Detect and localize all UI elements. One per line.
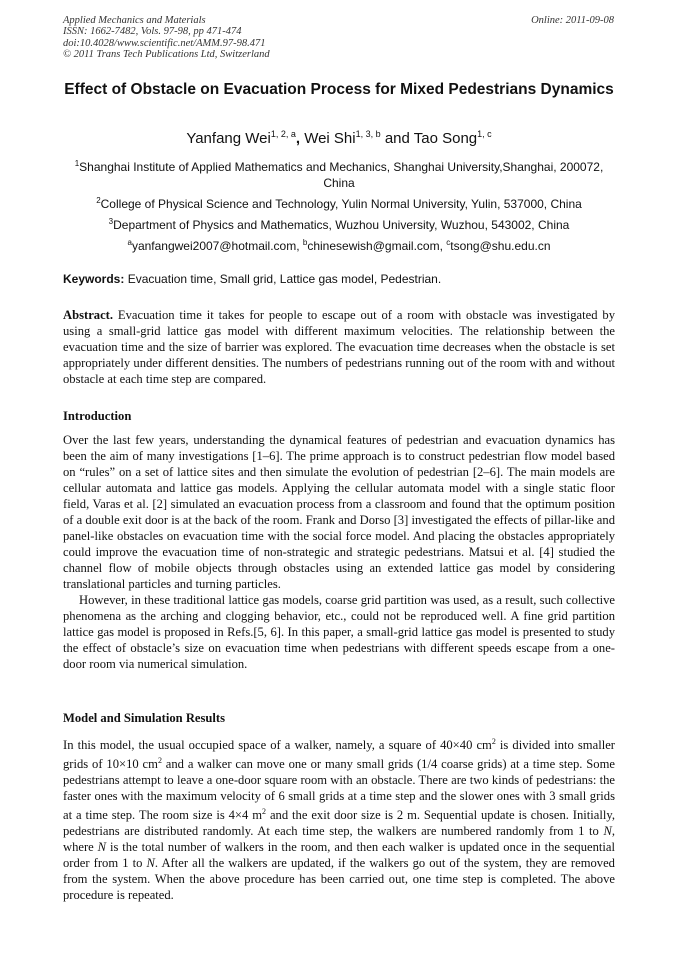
author-list [63,129,615,147]
affiliation-text: Department of Physics and Mathematics, Wuzhou University, Wuzhou, 543002, China [113,218,570,232]
abstract-label: Abstract. [63,308,114,322]
affiliation-text: College of Physical Science and Technology, Yulin Normal University, Yulin, 537000, China [100,197,582,211]
variable-n: N [603,824,612,838]
copyright-line: © 2011 Trans Tech Publications Ltd, Switzerland [63,49,270,61]
journal-header [63,15,270,61]
model-text: In this model, the usual occupied space of a walker, namely, a square of 40×40 cm [63,738,492,752]
email-text: tsong@shu.edu.cn [450,239,551,253]
intro-paragraph-2: However, in these traditional lattice gas models, coarse grid partition was used, as a result, such collective phenomena as the arching and clogging behavior, etc., could not be reproduced well. A fine grid partition lattice gas model is proposed in Refs.[5, 6]. In this paper, a small-grid lattice gas model is presented to study the effect of obstacle’s size on evacuation time when pedestrians with different speeds escape from a one-door room via numerical simulation. [63,593,615,671]
email-sup: a [127,238,132,247]
author-sup: 1, c [477,129,492,139]
email-sup: c [446,238,451,247]
author-sep: and [380,130,414,147]
email-text: chinesewish@gmail.com, [307,239,447,253]
affiliation-2 [63,193,615,212]
superscript: 2 [262,807,267,816]
model-text: and the exit door size is 2 m. Sequential update is chosen. Initially, pedestrians are distributed randomly. At each time step, the walkers are numbered randomly from 1 to [63,808,616,838]
author-sep: , [295,130,305,147]
author-name: Wei Shi [304,130,356,147]
journal-name: Applied Mechanics and Materials [63,15,206,26]
section-heading-model: Model and Simulation Results [63,711,225,725]
model-text: , where [63,824,615,854]
variable-n: N [97,840,107,854]
superscript: 2 [157,756,162,765]
affiliation-text: Shanghai Institute of Applied Mathematics and Mechanics, Shanghai University,Shanghai, 200072, China [79,160,604,190]
section-heading-introduction: Introduction [63,409,132,423]
model-text: is the total number of walkers in the room, and then each walker is updated once in the sequential order from 1 to [63,840,615,870]
email-line [63,235,615,254]
author-name: Tao Song [413,130,478,147]
affiliation-sup: 3 [108,217,114,226]
issn-line: ISSN: 1662-7482, Vols. 97-98, pp 471-474 [63,26,242,38]
model-text: and a walker can move one or many small grids (1/4 coarse grids) at a time step. Some pedestrians attempt to leave a one-door square room with an obstacle. There are two kinds of pedestrians: the faster ones with the maximum velocity of 6 small grids at a time step and the slower ones with 3 small grids at a time step. The room size is 4×4 m [63,757,615,822]
intro-paragraph-1: Over the last few years, understanding the dynamical features of pedestrian and evacuation dynamics has been the aim of many investigations [1–6]. The prime approach is to construct pedestrian flow model based on “rules” on a set of lattice sites and then simulate the evolution of pedestrian [2–6]. The main models are cellular automata and lattice gas models. Applying the cellular automata model with a single static floor field, Varas et al. [2] simulated an evacuation process from a classroom and found that the optimum position of a double exit door is at the back of the room. Frank and Dorso [3] investigated the effects of pillar-like and panel-like obstacles on evacuation time with the social force model. And placing the obstacles appropriately could improve the evacuation time of non-strategic and strategic pedestrians. Matsui et al. [4] studied the channel flow of mobile objects through obstacles using an extended lattice gas model by considering translational particles and turning particles. [63,433,615,591]
variable-n: N [146,856,155,870]
doi-line: doi:10.4028/www.scientific.net/AMM.97-98.471 [63,37,266,49]
paper-title: Effect of Obstacle on Evacuation Process for Mixed Pedestrians Dynamics [64,81,614,98]
keywords-label: Keywords: [63,272,125,286]
abstract [63,307,615,387]
keywords [63,272,615,286]
introduction-body [63,432,615,672]
affiliation-1 [63,156,615,191]
author-sup: 1, 3, b [355,129,381,139]
affiliation-sup: 1 [74,159,80,168]
author-name: Yanfang Wei [186,130,271,147]
keywords-text: Evacuation time, Small grid, Lattice gas model, Pedestrian. [127,272,442,286]
affiliation-sup: 2 [96,196,101,205]
abstract-text: Evacuation time it takes for people to escape out of a room with obstacle was investigated by using a small-grid lattice gas model with different maximum velocities. The relationship between the evacuation time and the size of barrier was explored. The evacuation time decreases when the obstacle is set appropriately under different densities. The numbers of pedestrians running out of the room with and without obstacle at each time step are compared. [63,308,615,386]
affiliation-3 [63,214,615,233]
email-text: yanfangwei2007@hotmail.com, [131,239,303,253]
online-date: Online: 2011-09-08 [531,15,614,26]
superscript: 2 [491,737,496,746]
model-text: . After all the walkers are updated, if the walkers go out of the system, they are removed from the system. When the above procedure has been carried out, one time step is completed. The above procedure is repeated. [63,856,615,902]
model-text: is divided into smaller grids of 10×10 cm [63,738,615,771]
email-sup: b [302,238,308,247]
model-paragraph [63,734,615,903]
author-sup: 1, 2, a [270,129,296,139]
